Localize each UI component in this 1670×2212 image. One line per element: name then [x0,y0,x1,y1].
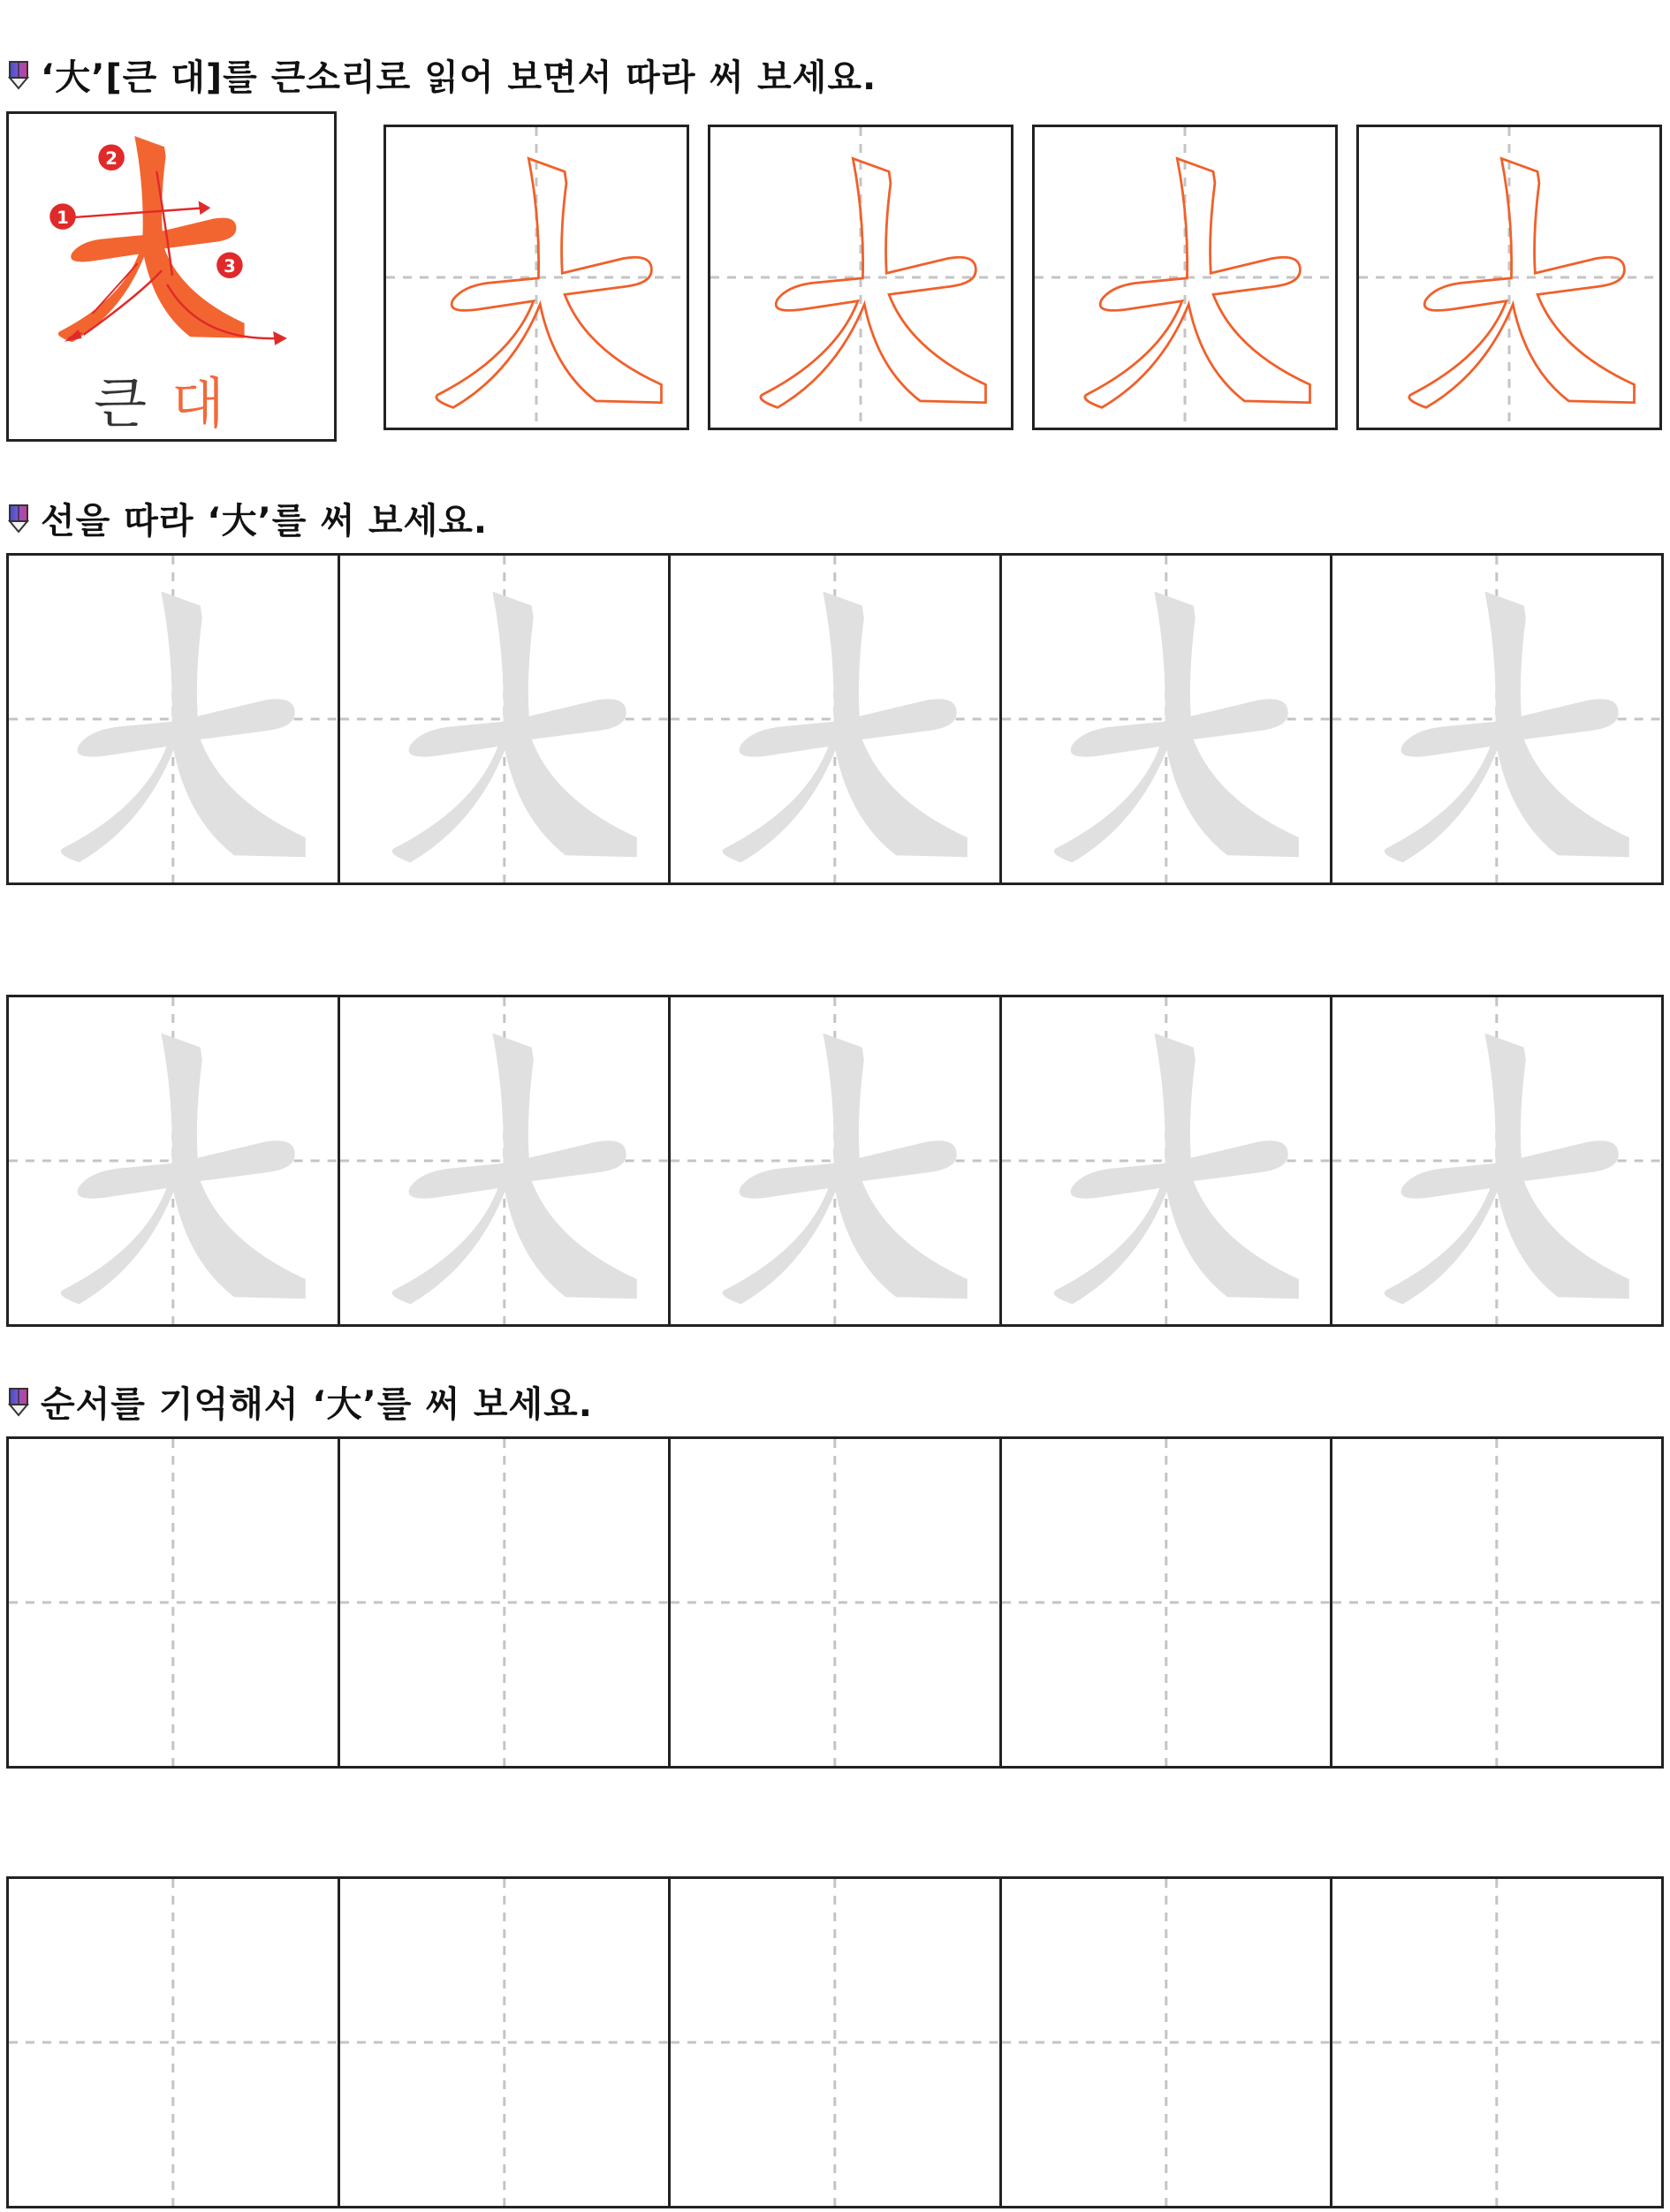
gray-trace-character [9,997,338,1324]
section-heading-text: ‘大’[큰 대]를 큰소리로 읽어 보면서 따라 써 보세요. [41,57,877,98]
blank-cell[interactable] [1332,1439,1661,1766]
stroke-number-2: 2 [105,148,118,170]
outline-character [1035,127,1335,428]
outline-character [1359,127,1659,428]
trace-cell[interactable] [340,997,672,1324]
trace-cell[interactable] [340,556,672,883]
gray-trace-character [671,556,999,883]
blank-cell[interactable] [1332,1879,1661,2206]
gray-trace-character [671,997,999,1324]
blank-practice-row [6,1436,1664,1769]
stroke-order-reference [6,111,337,442]
outline-trace-box[interactable] [1356,125,1662,430]
trace-cell[interactable] [9,556,340,883]
pencil-icon [7,1387,30,1417]
outline-character [386,127,687,428]
gray-trace-character [340,997,669,1324]
section-heading-read-aloud [7,49,877,100]
blank-cell[interactable] [340,1879,672,2206]
trace-cell[interactable] [671,997,1002,1324]
blank-cell[interactable] [671,1439,1002,1766]
pencil-icon [7,504,30,534]
outline-trace-box[interactable] [383,125,689,430]
trace-practice-row [6,553,1664,885]
gray-trace-character [1002,556,1331,883]
pencil-icon [7,60,30,90]
trace-cell[interactable] [1002,556,1333,883]
trace-practice-row [6,995,1664,1327]
trace-cell[interactable] [1332,997,1661,1324]
stroke-number-3: 3 [224,256,236,277]
trace-cell[interactable] [9,997,340,1324]
gray-trace-character [1332,997,1661,1324]
character-meaning: 큰 [94,371,171,436]
blank-cell[interactable] [9,1879,340,2206]
outline-trace-box[interactable] [1032,125,1338,430]
section-heading-text: 순서를 기억해서 ‘大’를 써 보세요. [41,1384,593,1425]
section-heading-follow-lines [7,493,488,543]
gray-trace-character [1002,997,1331,1324]
outline-trace-box[interactable] [708,125,1013,430]
gray-trace-character [340,556,669,883]
character-reading [9,360,334,438]
stroke-number-1: 1 [57,207,69,228]
section-heading-text: 선을 따라 ‘大’를 써 보세요. [41,501,489,542]
blank-cell[interactable] [1002,1439,1333,1766]
blank-cell[interactable] [1002,1879,1333,2206]
trace-cell[interactable] [671,556,1002,883]
gray-trace-character [9,556,338,883]
blank-practice-row [6,1876,1664,2208]
trace-cell[interactable] [1002,997,1333,1324]
blank-cell[interactable] [671,1879,1002,2206]
outline-character [710,127,1011,428]
character-sound: 대 [171,371,249,436]
blank-cell[interactable] [9,1439,340,1766]
gray-trace-character [1332,556,1661,883]
section-heading-from-memory [7,1376,593,1427]
blank-cell[interactable] [340,1439,672,1766]
trace-cell[interactable] [1332,556,1661,883]
